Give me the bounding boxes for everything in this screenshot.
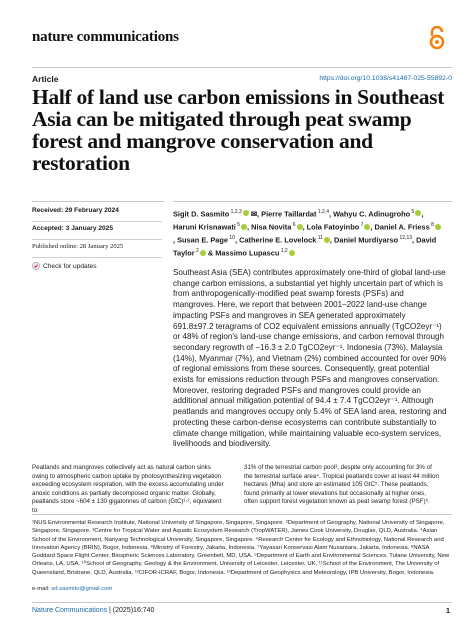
body-column-left: Peatlands and mangroves collectively act as natural carbon sinks owing to atmospheric carbon uptake by photosynthesizing vegetation exceeding ecosystem respiration, with the excess accumulating under anoxic conditions as partially decomposed organic matter. Globally, peatlands store ~604 ± 130 gigatonnes of carbon (GtC)¹⋅², equivalent to <box>32 464 224 514</box>
author-name[interactable]: Daniel A. Friess <box>374 222 430 232</box>
orcid-icon[interactable] <box>297 224 303 230</box>
author-name[interactable]: David Taylor <box>173 235 437 258</box>
journal-name: nature communications <box>32 29 179 45</box>
dates-divider <box>32 201 164 202</box>
author-affiliation-marker: 5 <box>235 222 241 229</box>
footer-divider <box>32 602 452 603</box>
author-affiliation-marker: 1,2,4 <box>316 209 329 215</box>
orcid-icon[interactable] <box>435 224 441 230</box>
orcid-icon[interactable] <box>364 224 370 230</box>
page-number: 1 <box>445 606 450 615</box>
author-affiliation-marker: 10 <box>228 235 235 242</box>
orcid-icon[interactable] <box>289 250 295 256</box>
author-name[interactable]: Sigit D. Sasmito <box>173 209 230 219</box>
author-affiliation-marker: 8 <box>429 222 434 229</box>
affiliations-divider <box>32 514 452 515</box>
check-updates-label: Check for updates <box>43 262 97 270</box>
affiliations: ¹NUS Environmental Research Institute, National University of Singapore, Singapore, Singapore. ²Department of Geography, National University of Singapore, Singapore, Singapore. ³Centre for Tropical Water and Aquatic Ecosystem Research (TropWATER), James Cook University, Douglas, QLD, Australia. ⁴Asian School of the Environment, Nanyang Technological University, Singapore, Singapore. ⁵Research Center for Ecology and Ethnobiology, National Research and Innovation Agency (BRIN), Bogor, Indonesia. ⁶Ministry of Forestry, Jakarta, Indonesia. ⁷Yayasan Konservasi Alam Nusantara, Jakarta, Indonesia. ⁸NASA Goddard Space Flight Center, Biospheric Sciences Laboratory, Greenbelt, MD, USA. ⁹Department of Earth and Environmental Sciences, Tulane University, New Orleans, LA, USA. ¹⁰School of Geography, Geology & the Environment, University of Leicester, Leicester, UK. ¹¹School of the Environment, The University of Queensland, Brisbane, QLD, Australia. ¹²CIFOR-ICRAF, Bogor, Indonesia. ¹³Department of Geophysics and Meteorology, IPB University, Bogor, Indonesia. <box>32 520 450 576</box>
orcid-icon[interactable] <box>415 210 421 216</box>
abstract: Southeast Asia (SEA) contributes approximately one-third of global land-use change carbon emissions, a substantial yet highly uncertain part of which is from anthropogenically-modified peat swamp forests (PSFs) and mangroves. Here, we report that between 2001–2022 land-use change impacting PSFs and mangroves in SEA generated approximately 691.8±97.2 teragrams of CO2 equivalent emissions annually (TgCO2eyr⁻¹) or 48% of region's land-use change emissions, and carbon removal through secondary regrowth of −16.3 ± 2.0 TgCO2eyr⁻¹. Indonesia (73%), Malaysia (14%), Myanmar (7%), and Vietnam (2%) combined accounted for over 90% of regional emissions from these sources. Consequently, great potential exists for emissions reduction through PSFs and mangroves conservation. Moreover, restoring degraded PSFs and mangroves could provide an additional annual mitigation potential of 94.4 ± 7.4 TgCO2eyr⁻¹. Although peatlands and mangroves occupy only 5.4% of SEA land area, restoring and protecting these carbon-dense ecosystems can contribute substantially to climate change mitigation, while maintaining valuable eco-system services, livelihoods and biodiversity. <box>173 268 447 449</box>
author-name[interactable]: Susan E. Page <box>177 235 229 245</box>
orcid-icon[interactable] <box>324 237 330 243</box>
email-link[interactable]: sd.sasmito@gmail.com <box>51 586 113 592</box>
received-date: Received: 29 February 2024 <box>32 204 162 222</box>
author-list: Sigit D. Sasmito $^{1,2,3}$ ✉, Pierre Taillardat $^{1,2,4}$, Wahyu C. Adinugroho $^5$ , Haruni Krisnawati $^5$ , Nisa Novita $^6$ , Lola Fatoyinbo $^7$ , Daniel A. Friess $^8$, Susan E. Page $^{10}$, Catherine E. Lovelock $^{11}$ , Daniel Murdiyarso $^{12,13}$, David Taylor $^2$ & Massimo Lupascu $^{1,2}$ <box>173 207 441 259</box>
author-name[interactable]: Haruni Krisnawati <box>173 222 236 232</box>
check-updates-icon <box>32 262 40 270</box>
article-title: Half of land use carbon emissions in Southeast Asia can be mitigated through peat swamp forest and mangrove conservation and restoration <box>32 85 445 175</box>
author-name[interactable]: Nisa Novita <box>251 222 292 232</box>
author-affiliation-marker: 11 <box>316 235 323 242</box>
accepted-date: Accepted: 3 January 2025 <box>32 222 162 240</box>
author-affiliation-marker: 2 <box>194 248 199 255</box>
footer-citation: | (2025)16:740 <box>109 607 155 614</box>
author-name[interactable]: Massimo Lupascu <box>215 248 280 258</box>
author-name[interactable]: Lola Fatoyinbo <box>306 222 360 232</box>
orcid-icon[interactable] <box>200 250 206 256</box>
author-affiliation-marker: 1,2 <box>279 248 288 255</box>
authors-divider <box>173 201 452 202</box>
email-label: e-mail: <box>32 586 50 592</box>
author-name[interactable]: Pierre Taillardat <box>261 209 317 219</box>
open-access-icon <box>428 26 446 50</box>
author-affiliation-marker: 12,13 <box>398 235 413 242</box>
author-name[interactable]: Wahyu C. Adinugroho <box>333 209 411 219</box>
dates-block <box>32 204 162 270</box>
author-affiliation-marker: 5 <box>410 209 415 215</box>
doi-link[interactable]: https://doi.org/10.1038/s41467-025-55892-0 <box>319 75 452 82</box>
author-affiliation-marker: 1,2,3 <box>229 209 242 215</box>
corresponding-email <box>32 586 112 592</box>
orcid-icon[interactable] <box>243 210 249 216</box>
footer-journal[interactable]: Nature Communications <box>32 607 108 614</box>
article-type: Article <box>32 74 59 84</box>
orcid-icon[interactable] <box>241 224 247 230</box>
published-date: Published online: 28 January 2025 <box>32 240 162 258</box>
body-column-right: 31% of the terrestrial carbon pool³, despite only accounting for 3% of the terrestrial surface area⁴. Tropical peatlands cover at least 44 million hectares (Mha) and store an estimated 105 GtC⁵. These peatlands, found primarily at lower elevations but occasionally at higher ones, often support forest vegetation known as peat swamp forest (PSF)⁶. <box>244 464 439 506</box>
author-affiliation-marker: 7 <box>359 222 364 229</box>
header-divider <box>32 67 452 68</box>
footer <box>32 607 154 614</box>
author-name[interactable]: Catherine E. Lovelock <box>239 235 317 245</box>
check-for-updates[interactable] <box>32 258 162 270</box>
author-name[interactable]: Daniel Murdiyarso <box>334 235 399 245</box>
author-affiliation-marker: 6 <box>291 222 296 229</box>
